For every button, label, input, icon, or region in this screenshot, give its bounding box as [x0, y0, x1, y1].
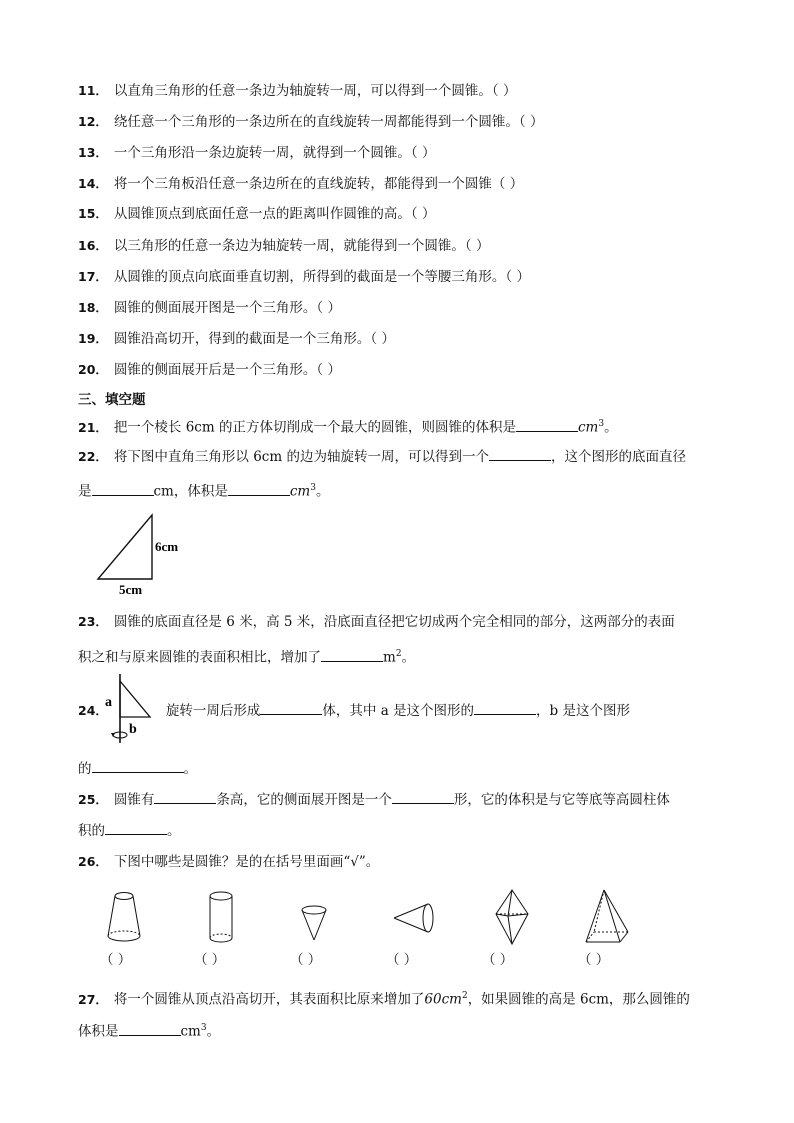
answer-paren-3[interactable]: （ ）	[290, 952, 322, 968]
answer-blank[interactable]	[92, 758, 184, 773]
question-17	[78, 267, 530, 287]
question-number: 24．	[78, 703, 108, 718]
double-pyramid-icon	[496, 890, 528, 944]
question-text: 是	[78, 483, 92, 500]
question-number: 18．	[78, 300, 108, 315]
question-text: 条高，它的侧面展开图是一个	[216, 792, 392, 808]
question-text: 将一个圆锥从顶点沿高切开，其表面积比原来增加了	[113, 991, 425, 1008]
answer-blank[interactable]	[154, 789, 216, 804]
lying-cone-icon	[394, 904, 433, 932]
question-text: 以直角三角形的任意一条边为轴旋转一周，可以得到一个圆锥。（ ）	[113, 83, 517, 99]
question-text: 圆锥的侧面展开图是一个三角形。（ ）	[113, 300, 341, 316]
period: 。	[206, 1023, 221, 1040]
question-number: 13．	[78, 145, 108, 160]
question-number: 26．	[78, 854, 108, 869]
question-text: 圆锥的底面直径是 6 米，高 5 米，沿底面直径把它切成两个完全相同的部分，这两部分的表面	[113, 614, 675, 630]
pyramid-icon	[586, 890, 628, 942]
question-text: 体，其中 a 是这个图形的	[322, 703, 475, 719]
question-text: cm，体积是	[153, 483, 228, 500]
question-27	[78, 986, 690, 1010]
answer-blank[interactable]	[92, 481, 154, 496]
question-20	[78, 360, 341, 380]
question-22	[78, 446, 686, 467]
answer-blank[interactable]	[489, 446, 551, 461]
question-text: 把一个棱长 6cm 的正方体切削成一个最大的圆锥，则圆锥的体积是	[113, 419, 516, 436]
question-11	[78, 81, 516, 101]
answer-parens-row	[78, 948, 718, 968]
unit-exponent: 3	[200, 1023, 207, 1033]
question-27-cont	[78, 1018, 220, 1042]
question-text: 以三角形的任意一条边为轴旋转一周，就能得到一个圆锥。（ ）	[113, 238, 490, 254]
question-text: ，这个图形的底面直径	[550, 449, 686, 465]
answer-paren-6[interactable]: （ ）	[578, 952, 610, 968]
unit-exponent: 2	[395, 649, 402, 659]
question-text: 绕任意一个三角形的一条边所在的直线旋转一周都能得到一个圆锥。（ ）	[113, 114, 544, 130]
question-text: 体积是	[78, 1023, 119, 1040]
question-text: 积的	[78, 823, 105, 839]
unit-exponent: 3	[310, 483, 316, 493]
answer-blank[interactable]	[516, 417, 578, 432]
inverted-cone-icon	[302, 906, 326, 940]
question-number: 11．	[78, 83, 108, 98]
question-15	[78, 204, 435, 224]
question-19	[78, 329, 395, 349]
answer-blank[interactable]	[119, 1021, 181, 1036]
unit: cm	[289, 483, 311, 500]
question-number: 27．	[78, 991, 108, 1007]
answer-paren-1[interactable]: （ ）	[100, 952, 132, 968]
unit-exponent: 3	[598, 419, 605, 429]
section-title: 三、填空题	[78, 392, 146, 408]
question-text: 的	[78, 761, 92, 777]
unit: cm	[180, 1023, 201, 1040]
question-text: 下图中哪些是圆锥？是的在括号里面画“√”。	[113, 854, 380, 870]
question-25	[78, 789, 670, 810]
unit: m	[383, 649, 396, 666]
question-number: 25．	[78, 792, 108, 807]
answer-blank[interactable]	[228, 481, 290, 496]
question-14	[78, 174, 523, 194]
cylinder-icon	[210, 892, 232, 942]
period: 。	[167, 823, 181, 839]
right-triangle-figure	[92, 512, 192, 597]
answer-paren-2[interactable]: （ ）	[194, 952, 226, 968]
answer-paren-4[interactable]: （ ）	[386, 952, 418, 968]
question-text: 形，它的体积是与它等底等高圆柱体	[453, 792, 670, 808]
question-16	[78, 236, 489, 256]
triangle-shape	[98, 515, 152, 579]
period: 。	[183, 761, 197, 777]
area-value: 60cm	[424, 991, 462, 1008]
question-23-cont	[78, 644, 415, 668]
question-18	[78, 298, 341, 318]
answer-paren-5[interactable]: （ ）	[482, 952, 514, 968]
answer-blank[interactable]	[392, 789, 454, 804]
question-text: 将一个三角板沿任意一条边所在的直线旋转，都能得到一个圆锥（ ）	[113, 176, 524, 192]
answer-blank[interactable]	[260, 700, 322, 715]
label-a: a	[105, 695, 112, 710]
question-12	[78, 112, 543, 132]
question-text: 一个三角形沿一条边旋转一周，就得到一个圆锥。（ ）	[113, 145, 436, 161]
answer-blank[interactable]	[474, 700, 536, 715]
label-b: b	[129, 722, 137, 737]
question-text: 从圆锥顶点到底面任意一点的距离叫作圆锥的高。（ ）	[113, 206, 436, 222]
question-number: 19．	[78, 331, 108, 346]
question-text: 将下图中直角三角形以 6cm 的边为轴旋转一周，可以得到一个	[113, 449, 489, 465]
question-number: 15．	[78, 206, 108, 221]
question-number: 20．	[78, 362, 108, 377]
question-number: 23．	[78, 614, 108, 629]
question-23	[78, 612, 675, 632]
question-number: 17．	[78, 269, 108, 284]
question-text: 从圆锥的顶点向底面垂直切割，所得到的截面是一个等腰三角形。（ ）	[113, 269, 530, 285]
question-text: ，b 是这个图形	[536, 703, 630, 719]
question-24-cont	[78, 758, 197, 779]
side-label: 6cm	[155, 539, 179, 554]
question-26	[78, 852, 379, 872]
question-21	[78, 414, 618, 438]
question-text: ，如果圆锥的高是 6cm，那么圆锥的	[467, 991, 690, 1008]
question-text: 圆锥沿高切开，得到的截面是一个三角形。（ ）	[113, 331, 395, 347]
answer-blank[interactable]	[105, 820, 167, 835]
area-exponent: 2	[461, 991, 468, 1001]
shapes-row	[90, 888, 650, 948]
frustum-icon	[108, 893, 140, 942]
question-number: 22．	[78, 449, 108, 464]
period: 。	[315, 483, 330, 500]
question-number: 21．	[78, 419, 108, 435]
question-text: 圆锥有	[113, 792, 155, 808]
question-24	[78, 700, 630, 721]
period: 。	[604, 419, 618, 436]
question-13	[78, 143, 435, 163]
arrow-head-icon	[111, 733, 115, 737]
question-number: 12．	[78, 114, 108, 129]
question-text: 积之和与原来圆锥的表面积相比，增加了	[78, 649, 321, 666]
base-label: 5cm	[119, 582, 143, 597]
question-number: 14．	[78, 176, 108, 191]
question-text: 旋转一周后形成	[165, 703, 261, 719]
unit: cm	[577, 419, 599, 436]
question-number: 16．	[78, 238, 108, 253]
question-22-cont	[78, 478, 329, 502]
question-25-cont	[78, 820, 181, 841]
answer-blank[interactable]	[321, 647, 383, 662]
question-text: 圆锥的侧面展开后是一个三角形。（ ）	[113, 362, 341, 378]
period: 。	[401, 649, 416, 666]
